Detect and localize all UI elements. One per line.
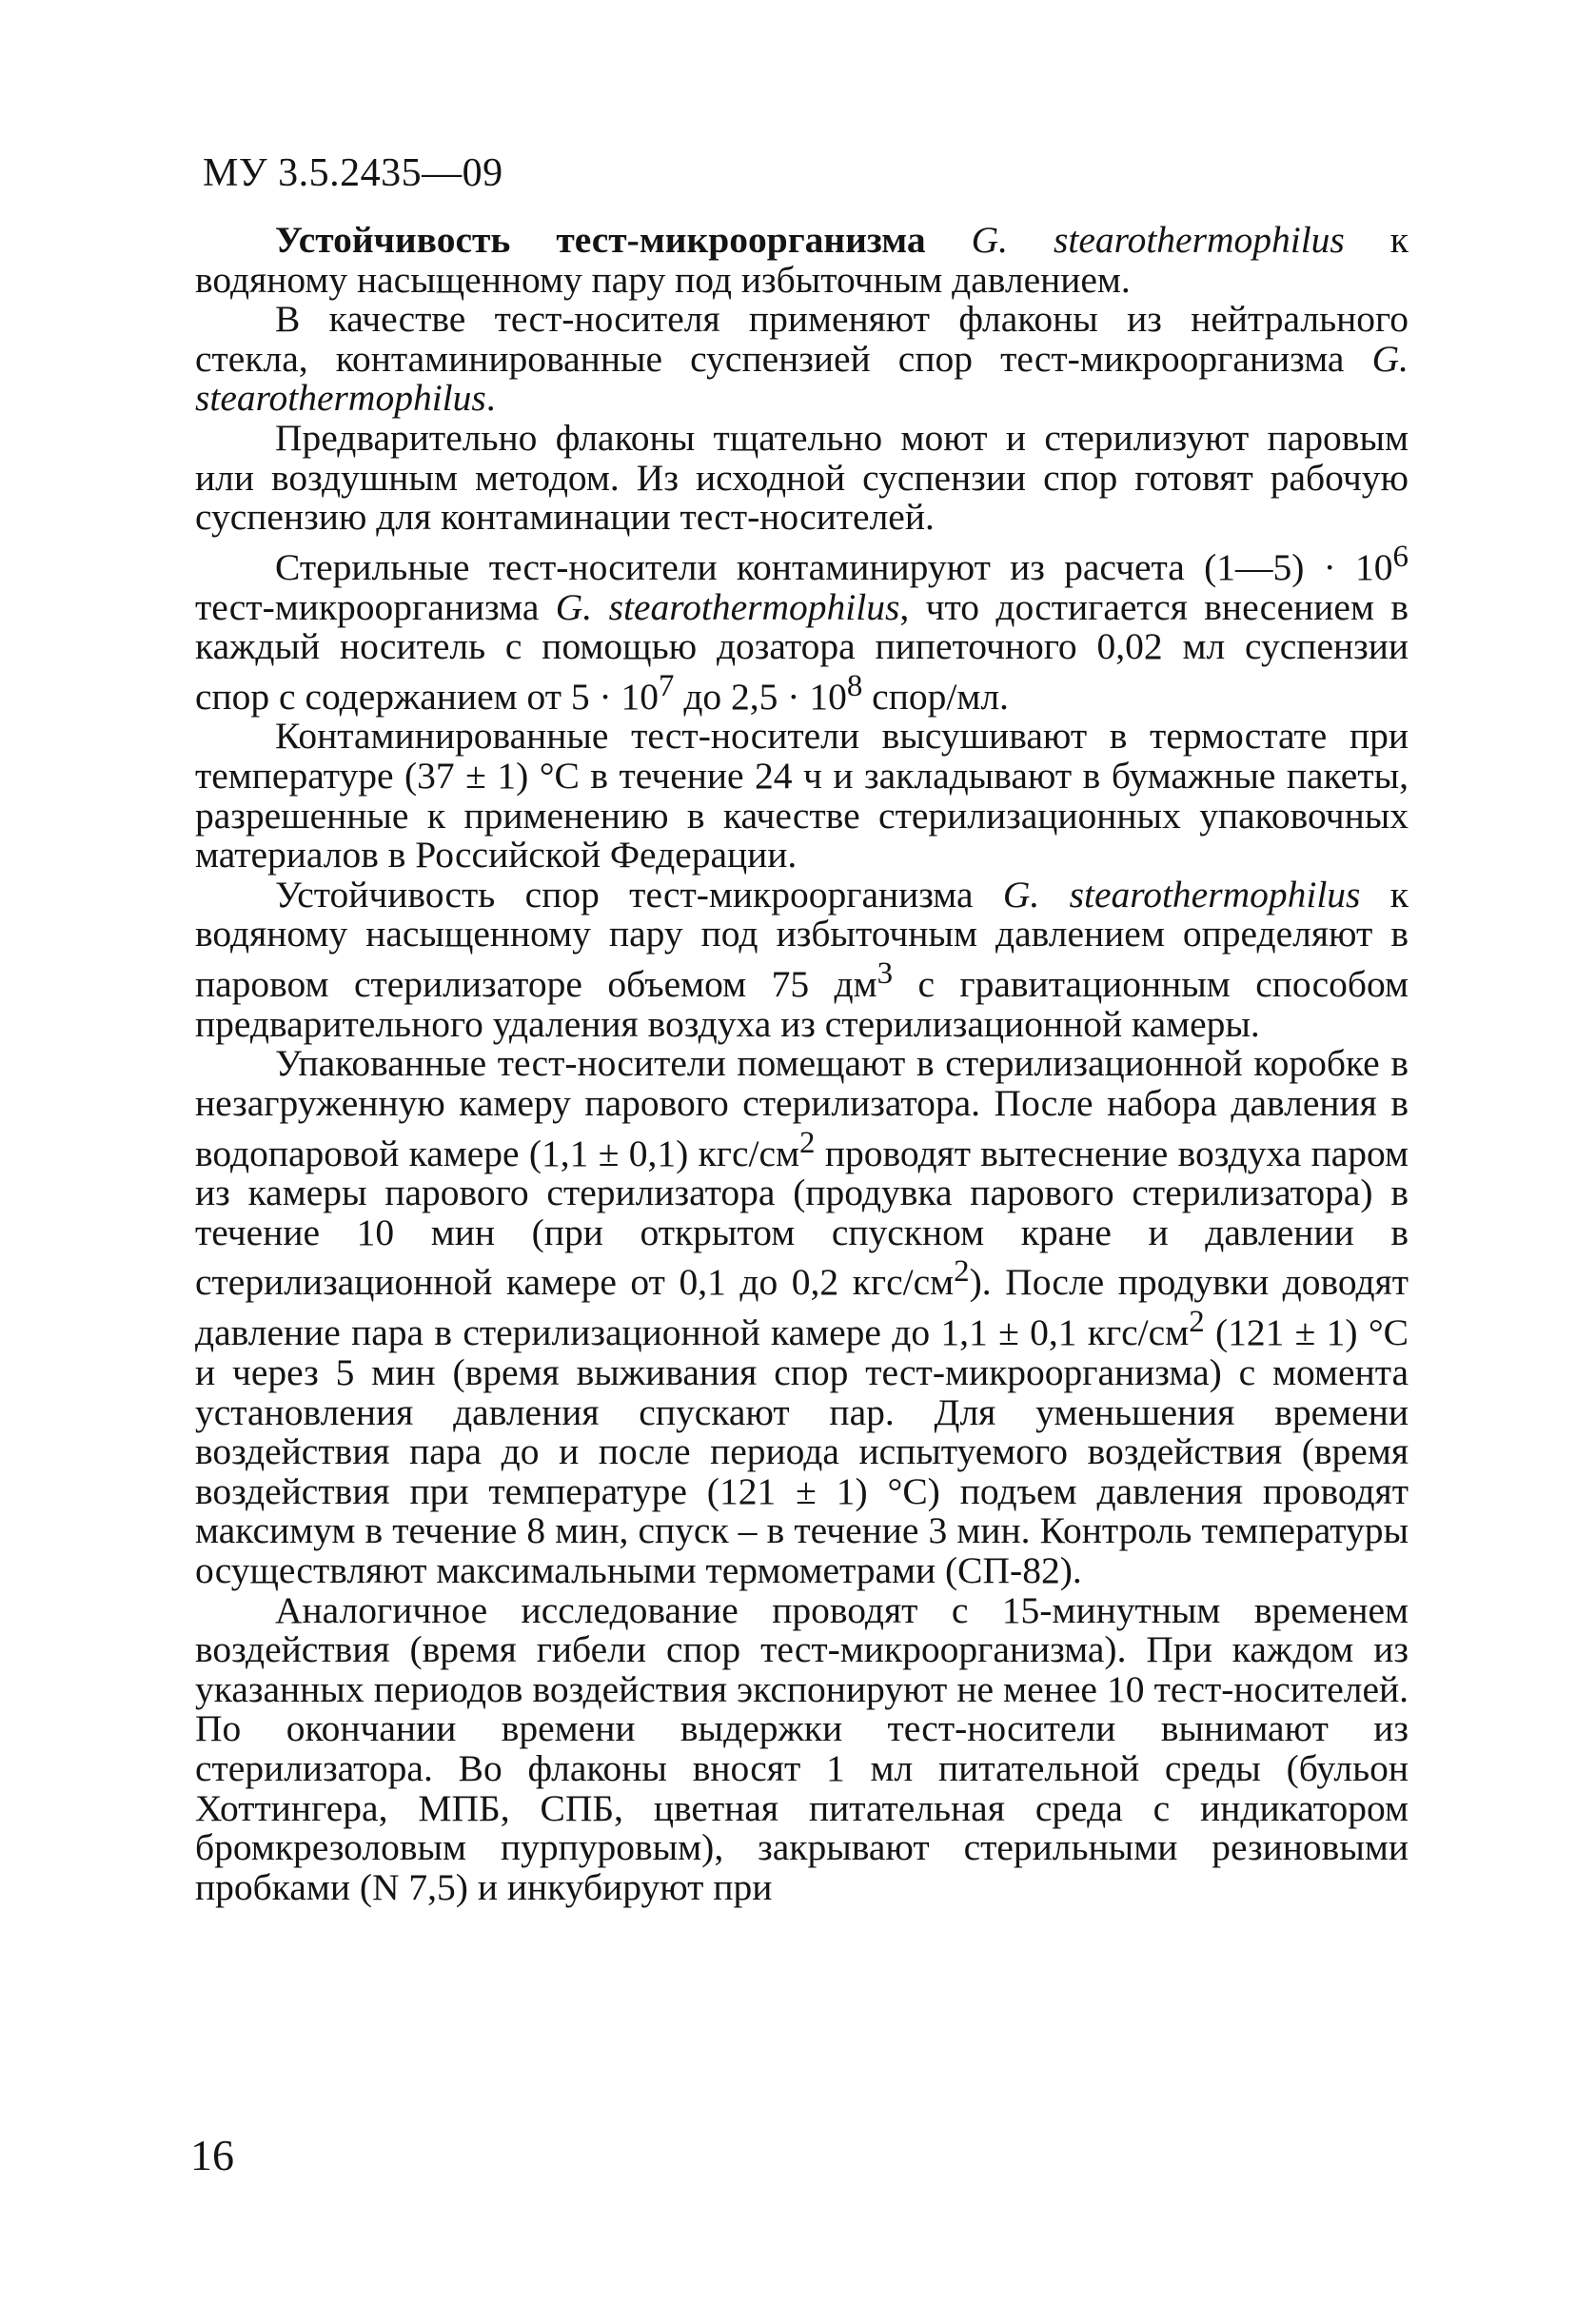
paragraph-text: к водяному насыщенному пару под избыточным давлением определяют в паровом стерилизаторе объемом 75 дм [195,873,1409,1006]
paragraph [195,1588,1409,1908]
paragraph-text: . [485,377,496,420]
paragraph [195,300,1409,419]
species-name: G. stearothermophilus [195,337,1409,420]
paragraph-text: Контаминированные тест-носители высушивают в термостате при температуре (37 ± 1) °С в течение 24 ч и закладывают в бумажные пакеты, разрешенные к применению в качестве стерилизационных упаковочных материалов в Российской Федерации. [195,715,1409,877]
paragraph [195,717,1409,875]
superscript: 3 [877,956,894,991]
species-name: G. stearothermophilus [971,219,1345,261]
paragraph-text: с гравитационным способом предварительного удаления воздуха из стерилизационной камеры. [195,963,1409,1045]
superscript: 6 [1392,539,1409,574]
paragraph [195,416,1409,539]
paragraph-text: спор/мл. [862,675,1009,718]
superscript: 2 [1189,1305,1205,1340]
paragraph-text: Предварительно флаконы тщательно моют и стерилизуют паровым или воздушным методом. Из исходной суспензии спор готовят рабочую суспензию для контаминации тест-носителей. [195,416,1409,539]
paragraph-text: Устойчивость спор тест-микроорганизма [275,873,1003,916]
paragraph [195,1044,1409,1590]
paragraph-text: тест-микроорганизма [195,585,556,628]
superscript: 8 [846,668,863,703]
superscript: 2 [954,1254,970,1290]
paragraph-lead-bold: Устойчивость тест-микроорганизма [275,219,926,261]
document-code-header: МУ 3.5.2435—09 [203,151,503,195]
superscript: 2 [799,1125,816,1160]
paragraph-text: к водяному насыщенному пару под избыточным давлением. [195,219,1409,301]
paragraph [195,221,1409,300]
paragraph-text: Аналогичное исследование проводят с 15-минутным временем воздействия (время гибели спор тест-микроорганизма). При каждом из указанных периодов воздействия экспонируют не менее 10 тест-носителей. По окончании времени выдержки тест-носители вынимают из стерилизатора. Во флаконы вносят 1 мл питательной среды (бульон Хоттингера, МПБ, СПБ, цветная питательная среда с индикатором бромкрезоловым пурпуровым), закрывают стерильными резиновыми пробками (N 7,5) и инкубируют при [195,1588,1409,1908]
paragraph-text: ). После продувки доводят давление пара в стерилизационной камере до 1,1 ± 0,1 кгс/см [195,1261,1409,1354]
paragraph-text: Упакованные тест-носители помещают в стерилизационной коробке в незагруженную камеру парового стерилизатора. После набора давления в водопаровой камере (1,1 ± 0,1) кгс/см [195,1042,1409,1174]
page-number: 16 [190,2131,234,2179]
body-text [195,221,1409,1907]
species-name: G. stearothermophilus [1002,873,1361,916]
superscript: 7 [659,668,675,703]
paragraph [195,873,1409,1045]
paragraph-text: Стерильные тест-носители контаминируют из расчета (1—5) · 10 [275,545,1393,588]
paragraph-text: В качестве тест-носителя применяют флаконы из нейтрального стекла, контаминированные суспензией спор тест-микроорганизма [195,298,1409,380]
paragraph-text: (121 ± 1) °С и через 5 мин (время выживания спор тест-микроорганизма) с момента установления давления спускают пар. Для уменьшения времени воздействия пара до и после периода испытуемого воздействия (время воздействия при температуре (121 ± 1) °С) подъем давления проводят максимум в течение 8 мин, спуск – в течение 3 мин. Контроль температуры осуществляют максимальными термометрами (СП-82). [195,1311,1409,1591]
paragraph [195,538,1409,718]
paragraph-text: , что достигается внесением в каждый носитель с помощью дозатора пипеточного 0,02 мл суспензии спор с содержанием от 5 · 10 [195,585,1409,718]
paragraph-text: до 2,5 · 10 [674,675,847,718]
paragraph-text: проводят вытеснение воздуха паром из камеры парового стерилизатора (продувка парового стерилизатора) в течение 10 мин (при открытом спускном кране и давлении в стерилизационной камере от 0,1 до 0,2 кгс/см [195,1132,1409,1304]
species-name: G. stearothermophilus [555,585,900,628]
